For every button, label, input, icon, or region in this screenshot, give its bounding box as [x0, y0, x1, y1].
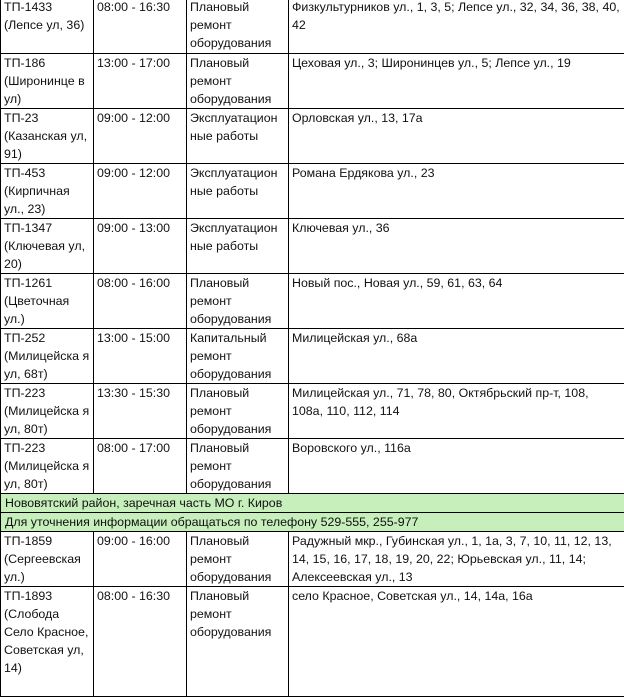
time-cell: 08:00 - 17:00: [94, 439, 187, 494]
time-cell: 13:00 - 17:00: [94, 54, 187, 109]
work-type-cell: Плановый ремонт оборудования: [187, 587, 289, 697]
work-type-cell: Эксплуатацион ные работы: [187, 164, 289, 219]
work-type-cell: Капитальный ремонт оборудования: [187, 329, 289, 384]
work-type-cell: Эксплуатацион ные работы: [187, 109, 289, 164]
time-cell: 09:00 - 12:00: [94, 164, 187, 219]
work-type-cell: Плановый ремонт оборудования: [187, 274, 289, 329]
substation-cell: ТП-223 (Милицейска я ул, 80т): [1, 384, 94, 439]
table-row: [1, 164, 624, 219]
phone-banner: Для уточнения информации обращаться по телефону 529-555, 255-977: [1, 513, 624, 532]
district-banner-row: [1, 494, 624, 513]
time-cell: 08:00 - 16:00: [94, 274, 187, 329]
time-cell: 13:00 - 15:00: [94, 329, 187, 384]
substation-cell: ТП-1433 (Лепсе ул, 36): [1, 0, 94, 54]
substation-cell: ТП-453 (Кирпичная ул., 23): [1, 164, 94, 219]
table-row: [1, 439, 624, 494]
time-cell: 09:00 - 12:00: [94, 109, 187, 164]
time-cell: 09:00 - 13:00: [94, 219, 187, 274]
address-cell: Романа Ердякова ул., 23: [289, 164, 624, 219]
table-row: [1, 532, 624, 587]
substation-cell: ТП-252 (Милицейска я ул, 68т): [1, 329, 94, 384]
substation-cell: ТП-23 (Казанская ул, 91): [1, 109, 94, 164]
address-cell: Воровского ул., 116а: [289, 439, 624, 494]
table-row: [1, 329, 624, 384]
substation-cell: ТП-186 (Широнинце в ул): [1, 54, 94, 109]
table-row: [1, 54, 624, 109]
address-cell: Физкультурников ул., 1, 3, 5; Лепсе ул., 32, 34, 36, 38, 40, 42: [289, 0, 624, 54]
substation-cell: ТП-1893 (Слобода Село Красное, Советская ул, 14): [1, 587, 94, 697]
phone-banner-row: [1, 513, 624, 532]
address-cell: Ключевая ул., 36: [289, 219, 624, 274]
substation-cell: ТП-1261 (Цветочная ул.): [1, 274, 94, 329]
address-cell: Радужный мкр., Губинская ул., 1, 1а, 3, 7, 10, 11, 12, 13, 14, 15, 16, 17, 18, 19, 20, 22; Юрьевская ул., 11, 14; Алексеевская ул., 13: [289, 532, 624, 587]
time-cell: 13:30 - 15:30: [94, 384, 187, 439]
address-cell: село Красное, Советская ул., 14, 14а, 16а: [289, 587, 624, 697]
table-row: [1, 0, 624, 54]
district-banner: Нововятский район, заречная часть МО г. Киров: [1, 494, 624, 513]
address-cell: Орловская ул., 13, 17а: [289, 109, 624, 164]
time-cell: 08:00 - 16:30: [94, 587, 187, 697]
table-row: [1, 587, 624, 697]
table-row: [1, 109, 624, 164]
address-cell: Милицейская ул., 68а: [289, 329, 624, 384]
substation-cell: ТП-223 (Милицейска я ул, 80т): [1, 439, 94, 494]
work-type-cell: Плановый ремонт оборудования: [187, 532, 289, 587]
work-type-cell: Плановый ремонт оборудования: [187, 384, 289, 439]
work-type-cell: Плановый ремонт оборудования: [187, 439, 289, 494]
table-row: [1, 274, 624, 329]
substation-cell: ТП-1859 (Сергеевская ул.): [1, 532, 94, 587]
address-cell: Новый пос., Новая ул., 59, 61, 63, 64: [289, 274, 624, 329]
time-cell: 08:00 - 16:30: [94, 0, 187, 54]
time-cell: 09:00 - 16:00: [94, 532, 187, 587]
table-row: [1, 219, 624, 274]
address-cell: Цеховая ул., 3; Широнинцев ул., 5; Лепсе ул., 19: [289, 54, 624, 109]
work-type-cell: Эксплуатацион ные работы: [187, 219, 289, 274]
address-cell: Милицейская ул., 71, 78, 80, Октябрьский пр-т, 108, 108а, 110, 112, 114: [289, 384, 624, 439]
table-row: [1, 384, 624, 439]
substation-cell: ТП-1347 (Ключевая ул, 20): [1, 219, 94, 274]
work-type-cell: Плановый ремонт оборудования: [187, 54, 289, 109]
work-type-cell: Плановый ремонт оборудования: [187, 0, 289, 54]
